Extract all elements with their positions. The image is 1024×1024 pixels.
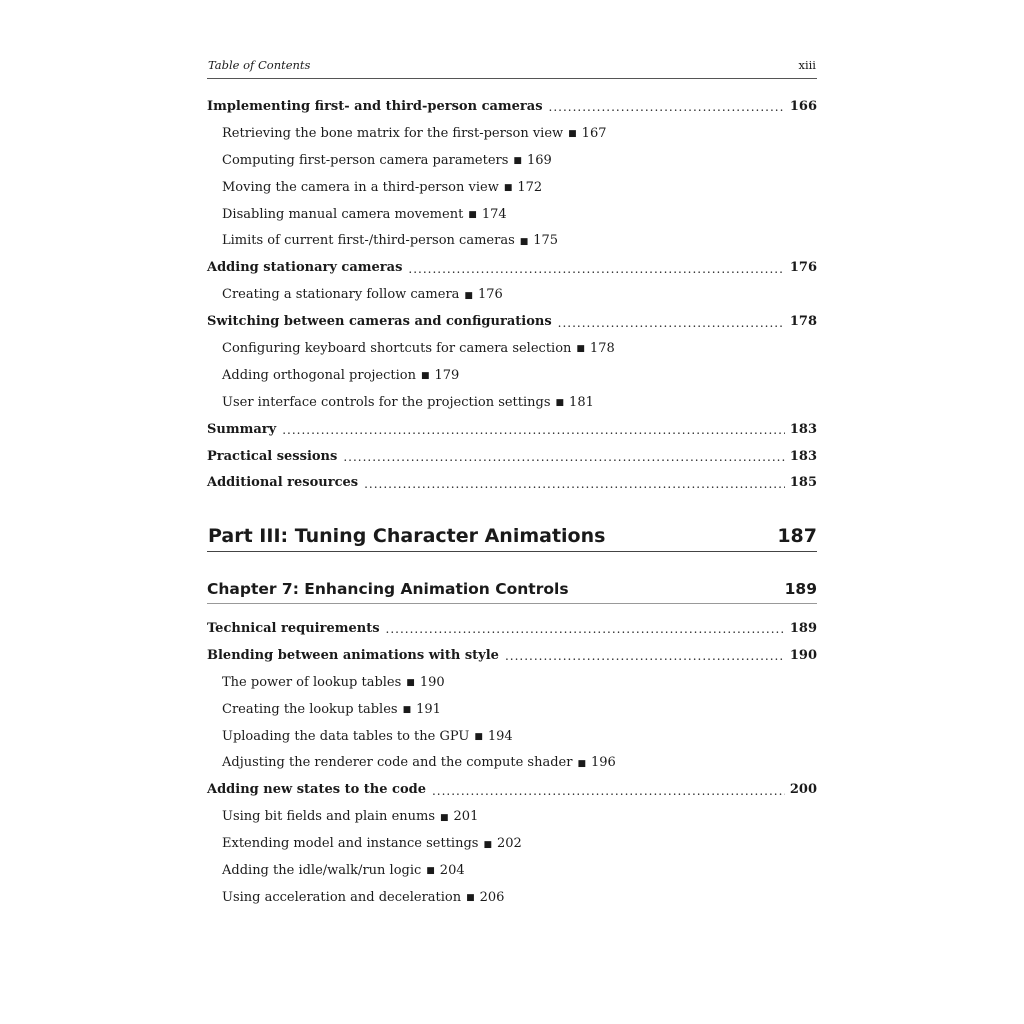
bullet-separator: ■ [406, 678, 415, 689]
bullet-separator: ■ [568, 129, 577, 140]
toc-entry-page-number: 189 [789, 620, 817, 636]
toc-section-entry[interactable] [207, 642, 817, 669]
page-number: xiii [798, 58, 816, 72]
toc-entry-page-number: 169 [526, 152, 552, 168]
toc-entry-page-number: 191 [416, 701, 441, 717]
toc-section-entry[interactable] [207, 776, 817, 803]
toc-entry-page-number: 190 [789, 647, 817, 663]
toc-entry-title: Adding the idle/walk/run logic [222, 862, 422, 878]
toc-entry-page-number: 175 [533, 233, 559, 249]
toc-subsection-entry[interactable] [207, 749, 817, 776]
toc-subsection-entry[interactable] [207, 281, 817, 308]
toc-entry-page-number: 183 [789, 448, 817, 464]
toc-subsection-entry[interactable] [207, 696, 817, 723]
toc-entry-title: Computing first-person camera parameters [222, 152, 509, 168]
toc-entry-page-number: 190 [419, 674, 445, 690]
toc-entry-title: Technical requirements [207, 620, 380, 636]
part-page-number: 187 [777, 525, 817, 547]
toc-entry-page-number: 202 [496, 836, 522, 852]
toc-entry-title: Uploading the data tables to the GPU [222, 728, 470, 744]
toc-section-entry[interactable] [207, 615, 817, 642]
bullet-separator: ■ [468, 210, 477, 220]
toc-entry-title: Configuring keyboard shortcuts for camera selection [222, 340, 572, 356]
dot-leader [364, 477, 785, 491]
toc-entry-title: Disabling manual camera movement [222, 206, 464, 222]
toc-subsection-entry[interactable] [207, 147, 817, 174]
toc-section-entry[interactable] [207, 416, 817, 443]
dot-leader [432, 784, 785, 798]
toc-subsection-entry[interactable] [207, 803, 817, 830]
toc-section-entry[interactable] [207, 308, 817, 335]
part-title: Part III: Tuning Character Animations [208, 525, 606, 547]
toc-entry-page-number: 201 [453, 809, 479, 825]
bullet-separator: ■ [503, 183, 513, 194]
dot-leader [386, 622, 785, 636]
toc-entry-title: Extending model and instance settings [222, 836, 479, 852]
chapter-title: Chapter 7: Enhancing Animation Controls [207, 580, 569, 598]
toc-entry-page-number: 166 [789, 98, 817, 114]
toc-subsection-entry[interactable] [207, 174, 817, 201]
toc-section-chapter-7 [207, 615, 817, 911]
toc-subsection-entry[interactable] [207, 830, 817, 857]
toc-entry-page-number: 178 [589, 340, 615, 356]
toc-entry-title: Retrieving the bone matrix for the first-person view [222, 125, 564, 141]
dot-leader [549, 100, 785, 114]
toc-entry-title: Adjusting the renderer code and the compute shader [222, 755, 573, 771]
toc-subsection-entry[interactable] [207, 335, 817, 362]
toc-entry-page-number: 172 [517, 179, 543, 195]
bullet-separator: ■ [555, 398, 565, 409]
bullet-separator: ■ [474, 732, 483, 742]
running-header-title: Table of Contents [208, 58, 311, 72]
bullet-separator: ■ [466, 893, 475, 904]
toc-entry-page-number: 185 [789, 475, 817, 491]
toc-entry-title: Implementing first- and third-person cameras [207, 98, 543, 114]
toc-entry-page-number: 206 [479, 889, 505, 905]
toc-entry-title: Creating a stationary follow camera [222, 287, 460, 303]
toc-entry-page-number: 200 [789, 782, 817, 798]
toc-entry-title: Using acceleration and deceleration [222, 889, 462, 905]
toc-subsection-entry[interactable] [207, 227, 817, 254]
bullet-separator: ■ [519, 236, 529, 247]
dot-leader [343, 450, 785, 464]
toc-subsection-entry[interactable] [207, 884, 817, 911]
running-header [207, 56, 817, 79]
toc-section-entry[interactable] [207, 469, 817, 496]
bullet-separator: ■ [421, 371, 430, 382]
toc-entry-page-number: 196 [590, 755, 616, 771]
toc-subsection-entry[interactable] [207, 389, 817, 416]
bullet-separator: ■ [440, 812, 449, 823]
dot-leader [408, 262, 784, 276]
bullet-separator: ■ [483, 839, 492, 850]
toc-entry-title: Additional resources [207, 475, 359, 491]
bullet-separator: ■ [576, 344, 585, 355]
toc-entry-title: Limits of current first-/third-person cameras [222, 233, 515, 249]
toc-subsection-entry[interactable] [207, 857, 817, 884]
bullet-separator: ■ [577, 758, 586, 769]
toc-subsection-entry[interactable] [207, 362, 817, 389]
bullet-separator: ■ [426, 866, 435, 877]
toc-entry-title: User interface controls for the projection settings [222, 394, 551, 410]
toc-entry-page-number: 179 [434, 367, 460, 383]
toc-entry-page-number: 176 [789, 260, 817, 276]
part-heading [207, 524, 817, 552]
dot-leader [505, 649, 785, 663]
bullet-separator: ■ [513, 156, 522, 167]
toc-section-entry[interactable] [207, 93, 817, 120]
chapter-heading [207, 579, 817, 604]
toc-entry-title: Adding new states to the code [207, 782, 426, 798]
toc-subsection-entry[interactable] [207, 669, 817, 696]
toc-entry-page-number: 183 [789, 421, 817, 437]
toc-entry-title: Using bit fields and plain enums [222, 809, 436, 825]
toc-entry-title: Summary [207, 421, 277, 437]
dot-leader [558, 316, 785, 330]
toc-section-entry[interactable] [207, 443, 817, 470]
toc-entry-page-number: 204 [439, 862, 465, 878]
toc-section-cameras [207, 93, 817, 496]
toc-entry-page-number: 181 [569, 394, 594, 410]
toc-entry-page-number: 194 [487, 728, 513, 744]
toc-subsection-entry[interactable] [207, 120, 817, 147]
toc-entry-page-number: 176 [477, 287, 503, 303]
toc-entry-title: Adding stationary cameras [207, 260, 403, 276]
toc-entry-title: Creating the lookup tables [222, 701, 398, 717]
toc-entry-title: Practical sessions [207, 448, 338, 464]
toc-entry-title: Moving the camera in a third-person view [222, 179, 499, 195]
bullet-separator: ■ [464, 290, 473, 301]
chapter-page-number: 189 [784, 580, 817, 598]
toc-entry-title: Adding orthogonal projection [222, 367, 416, 383]
dot-leader [282, 423, 785, 437]
toc-entry-page-number: 174 [481, 206, 507, 222]
toc-section-entry[interactable] [207, 254, 817, 281]
toc-entry-page-number: 167 [581, 125, 607, 141]
toc-subsection-entry[interactable] [207, 201, 817, 228]
toc-subsection-entry[interactable] [207, 723, 817, 750]
bullet-separator: ■ [402, 705, 412, 716]
toc-entry-page-number: 178 [789, 314, 817, 330]
document-page [207, 0, 817, 1024]
toc-entry-title: Switching between cameras and configurations [207, 314, 552, 330]
toc-entry-title: Blending between animations with style [207, 647, 499, 663]
toc-entry-title: The power of lookup tables [222, 674, 402, 690]
